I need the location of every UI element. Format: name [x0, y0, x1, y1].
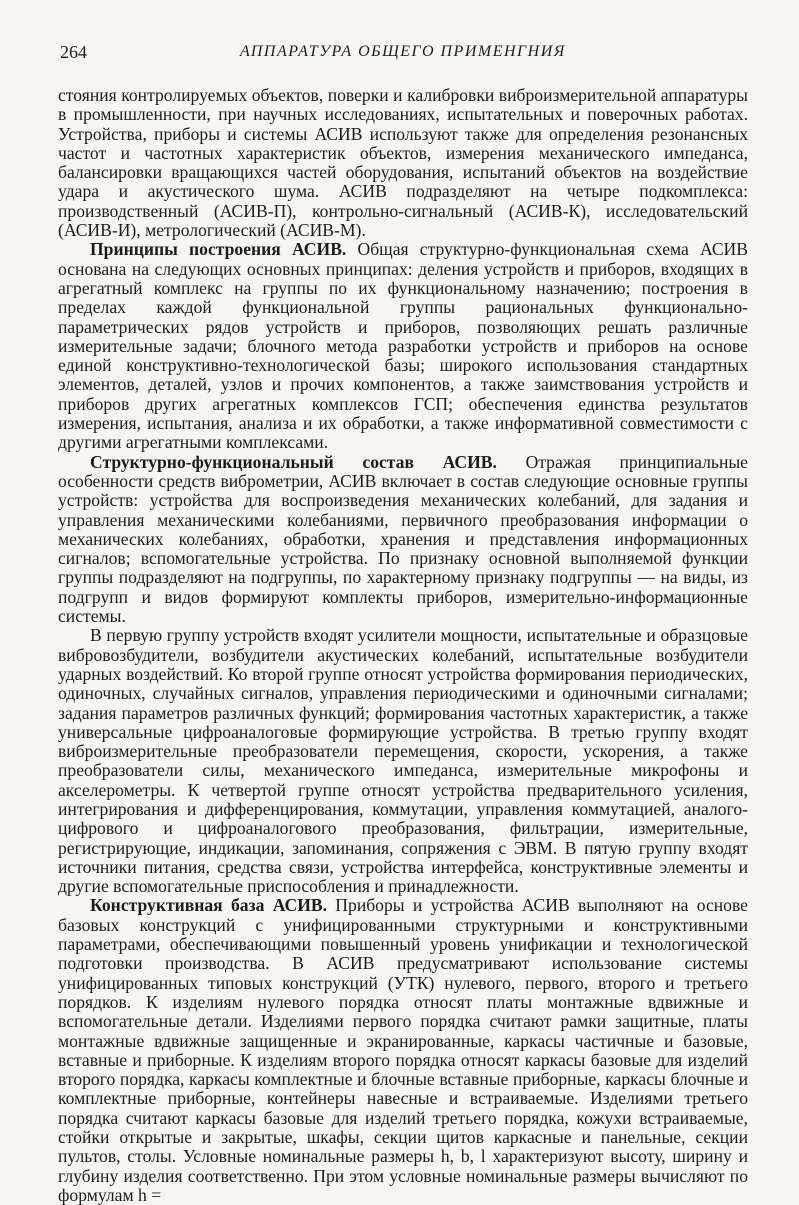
paragraph-groups — [58, 626, 748, 896]
paragraph-heading: Структурно-функциональный состав АСИВ. — [90, 451, 497, 472]
paragraph-continuation — [58, 86, 748, 240]
page-number: 264 — [60, 42, 87, 62]
paragraph-text: стояния контролируемых объектов, поверки и калибровки виброизмерительной аппаратуры в промышленности, при научных исследованиях, испытательных и поверочных работах. Устройства, приборы и системы АСИВ используют также для определения резонансных частот и частотных характеристик объектов, измерения механического импеданса, балансировки вращающихся частей оборудования, испытаний объектов на воздействие удара и акустического шума. АСИВ подразделяют на четыре подкомплекса: производственный (АСИВ-П), контрольно-сигнальный (АСИВ-К), исследовательский (АСИВ-И), метрологический (АСИВ-М). — [58, 85, 748, 241]
paragraph-heading: Конструктивная база АСИВ. — [90, 895, 328, 916]
page-header — [60, 42, 749, 68]
paragraph-text: Отражая принципиальные особенности средств виброметрии, АСИВ включает в состав следующие основные группы устройств: устройства для воспроизведения механических колебаний, для задания и управления механическими колебаниями, первичного преобразования информации о механических колебаниях, обработки, хранения и представления информационных сигналов; вспомогательные устройства. По признаку основной выполняемой функции группы подразделяют на подгруппы, по характерному признаку подгруппы — на виды, из подгрупп и видов формируют комплекты приборов, измерительно-информационные системы. — [58, 451, 748, 627]
paragraph-heading: Принципы построения АСИВ. — [90, 239, 347, 260]
running-title: АППАРАТУРА ОБЩЕГО ПРИМЕНГНИЯ — [240, 43, 566, 60]
paragraph-text: Общая структурно-функциональная схема АСИВ основана на следующих основных принципах: деления устройств и приборов, входящих в агрегатный комплекс на группы по их функциональному назначению; построения в пределах каждой функциональной группы рациональных функционально-параметрических рядов устройств и приборов, позволяющих решать различные измерительные задачи; блочного метода разработки устройств и приборов на основе единой конструктивно-технологической базы; широкого использования стандартных элементов, деталей, узлов и прочих компонентов, а также заимствования устройств и приборов других агрегатных комплексов ГСП; обеспечения единства результатов измерения, испытания, анализа и их обработки, а также информативной совместимости с другими агрегатными комплексами. — [58, 239, 748, 453]
paragraph-text: В первую группу устройств входят усилители мощности, испытательные и образцовые вибровозбудители, возбудители акустических колебаний, испытательные возбудители ударных воздействий. Ко второй группе относят устройства формирования периодических, одиночных, случайных сигналов, управления периодическими и одиночными сигналами; задания параметров различных функций; формирования частотных характеристик, а также универсальные цифроаналоговые формирующие устройства. В третью группу входят виброизмерительные преобразователи перемещения, скорости, ускорения, а также преобразователи силы, механического импеданса, измерительные микрофоны и акселерометры. К четвертой группе относят устройства предварительного усиления, интегрирования и дифференцирования, коммутации, управления коммутацией, аналого-цифрового и цифроаналогового преобразования, фильтрации, измерительные, регистрирующие, индикации, запоминания, сопряжения с ЭВМ. В пятую группу входят источники питания, средства связи, устройства интерфейса, конструктивные элементы и другие вспомогательные приспособления и принадлежности. — [58, 625, 748, 897]
paragraph-text: Приборы и устройства АСИВ выполняют на основе базовых конструкций с унифицированными структурными и конструктивными параметрами, обеспечивающими повышенный уровень унификации и технологической подготовки производства. В АСИВ предусматривают использование системы унифицированных типовых конструкций (УТК) нулевого, первого, второго и третьего порядков. К изделиям нулевого порядка относят платы монтажные вдвижные и вспомогательные детали. Изделиями первого порядка считают рамки защитные, платы монтажные вдвижные защищенные и экранированные, каркасы частичные и базовые, вставные и приборные. К изделиям второго порядка относят каркасы базовые для изделий второго порядка, каркасы комплектные и блочные вставные приборные, каркасы блочные и комплектные приборные, контейнеры навесные и встраиваемые. Изделиями третьего порядка считают каркасы базовые для изделий третьего порядка, кожухи встраиваемые, стойки открытые и закрытые, шкафы, секции щитов каркасные и панельные, секции пультов, столы. Условные номинальные размеры h, b, l характеризуют высоту, ширину и глубину изделия соответственно. При этом условные номинальные размеры вычисляют по формулам h = — [58, 895, 748, 1205]
body-text — [58, 86, 748, 1205]
paragraph-construction — [58, 896, 748, 1205]
paragraph-composition — [58, 453, 748, 627]
paragraph-principles — [58, 240, 748, 452]
